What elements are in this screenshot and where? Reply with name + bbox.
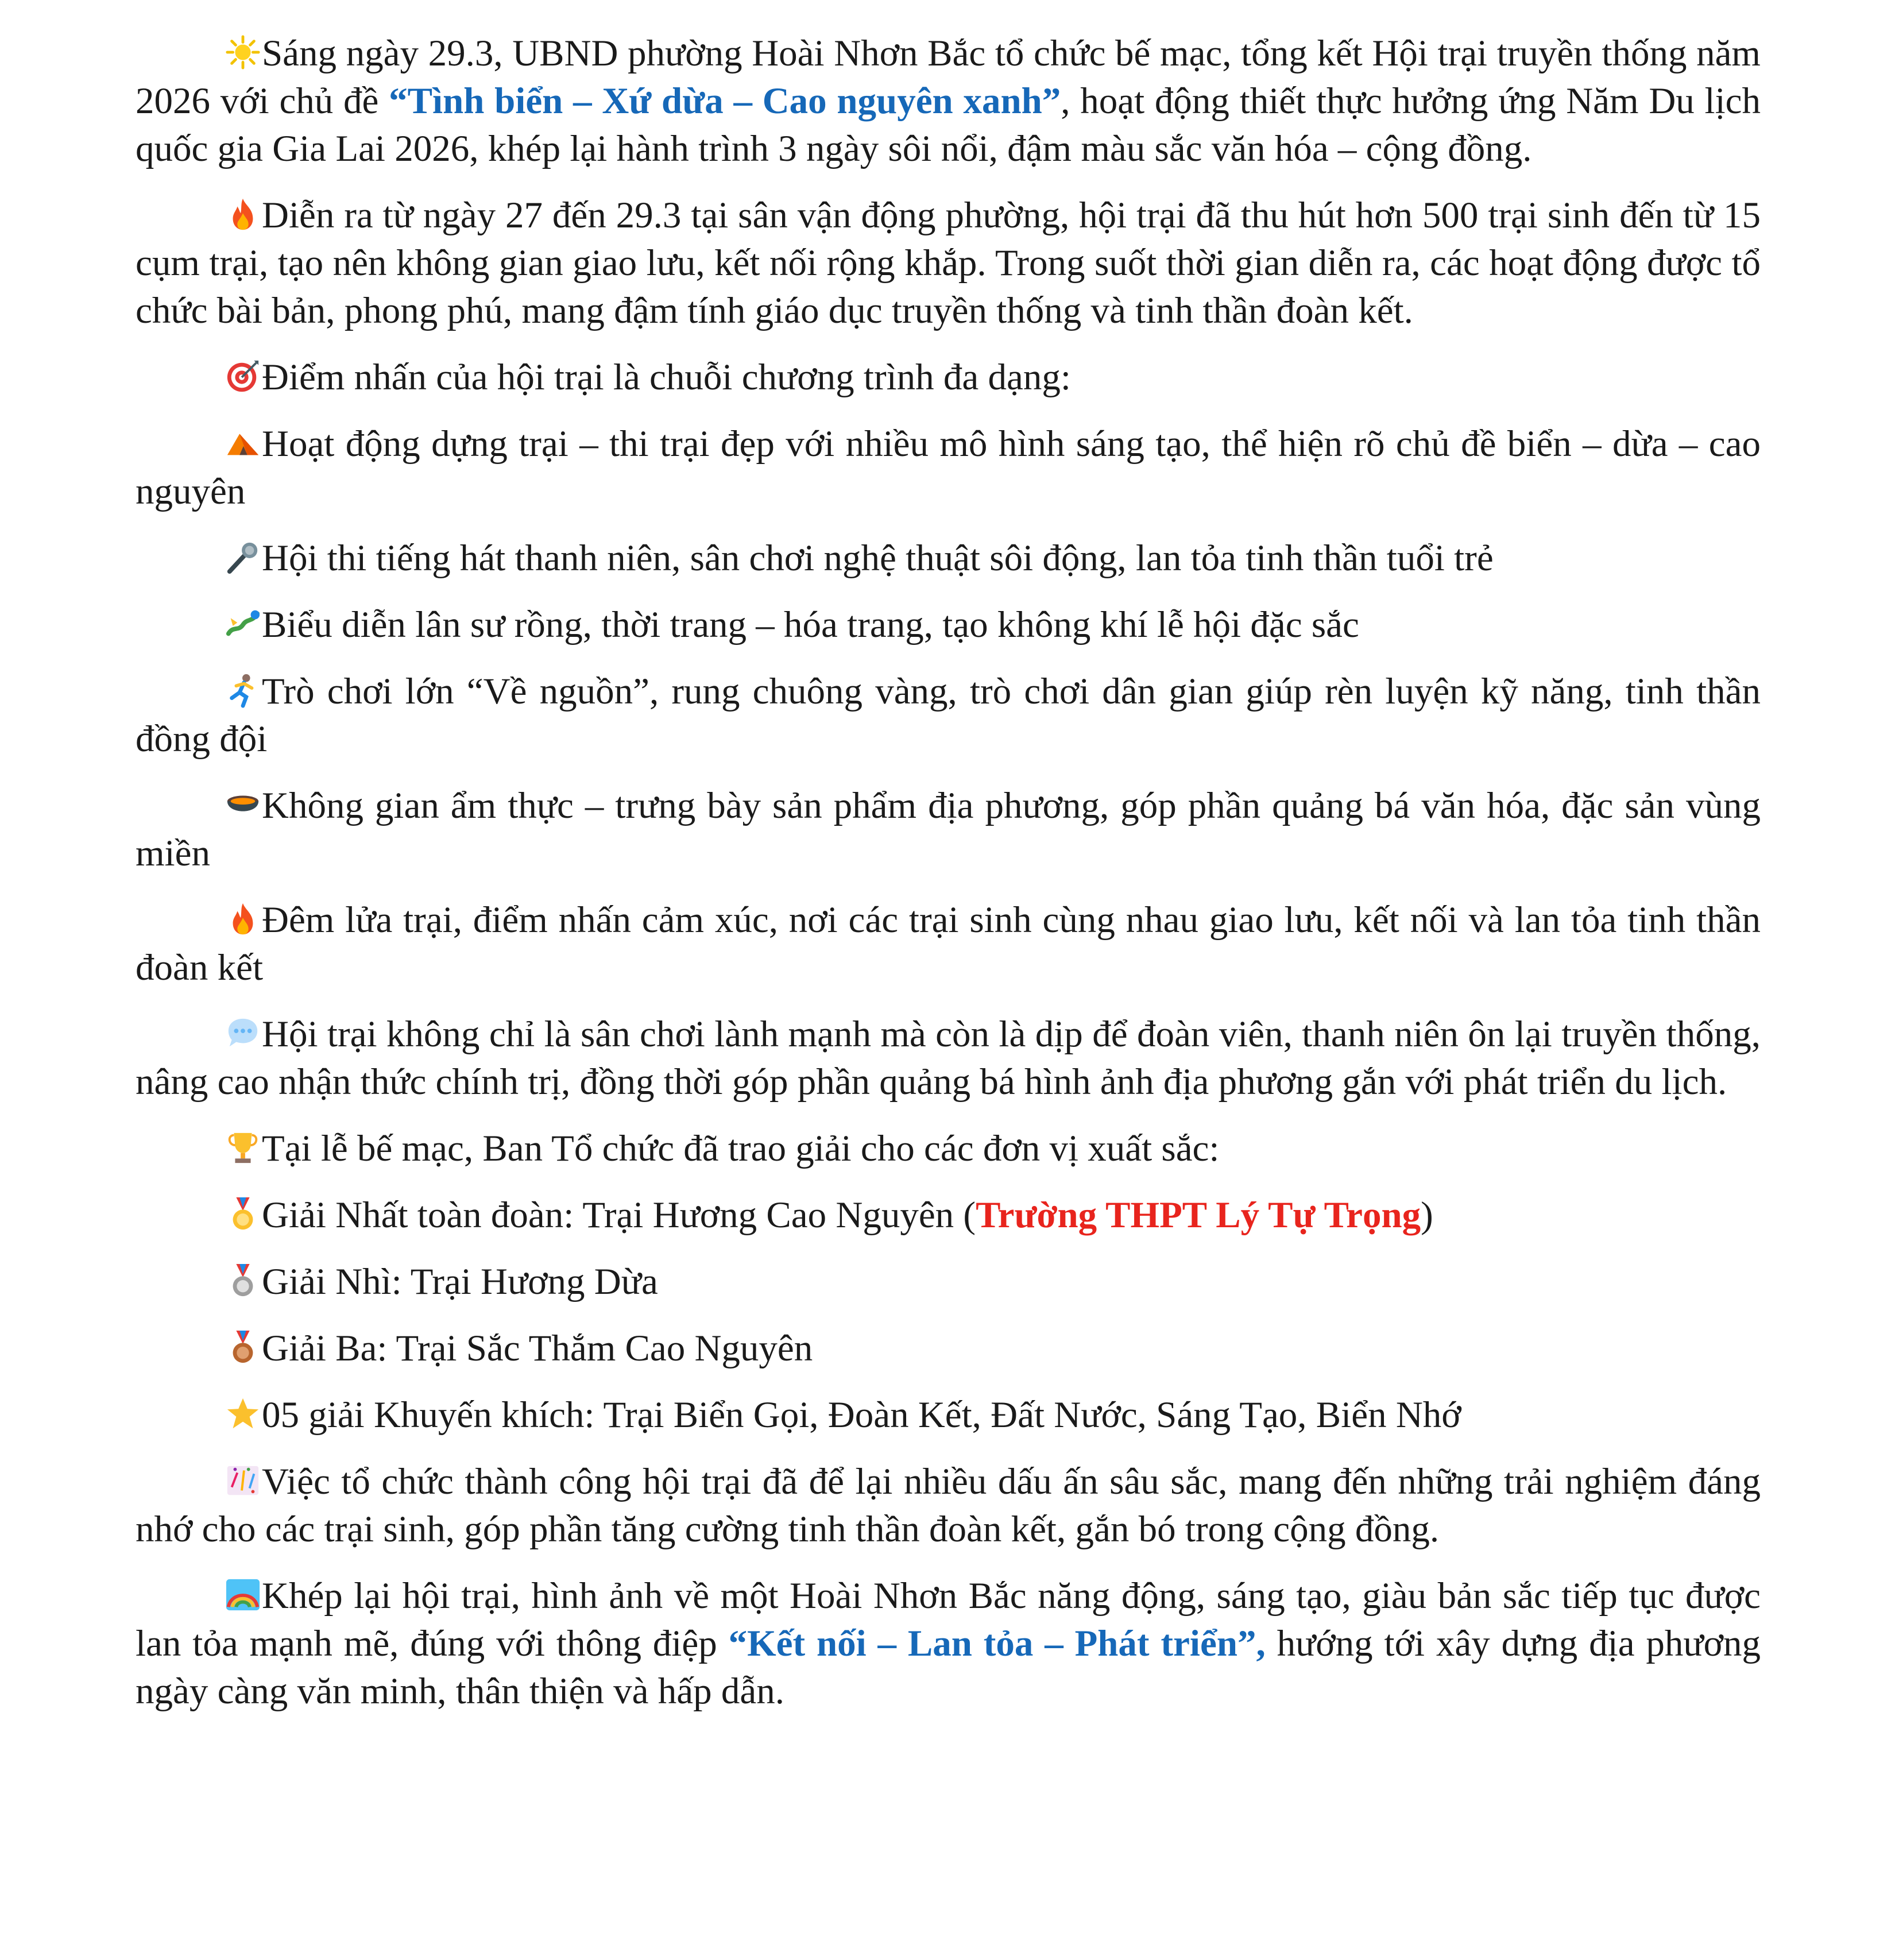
paragraph-text: Sáng ngày 29.3, UBND phường Hoài Nhơn Bắc tổ chức bế mạc, tổng kết Hội trại truyền thống năm 2026 với chủ đề — [136, 33, 1761, 122]
food-pot-icon — [225, 787, 261, 822]
silver-medal-icon — [225, 1263, 261, 1298]
theme-highlight: “Tình biển – Xứ dừa – Cao nguyên xanh” — [389, 80, 1061, 122]
paragraph — [136, 782, 1761, 877]
school-highlight: Trường THPT Lý Tự Trọng — [976, 1194, 1421, 1236]
paragraph — [136, 354, 1761, 401]
rainbow-icon — [225, 1577, 261, 1613]
target-icon — [225, 358, 261, 394]
paragraph — [136, 1458, 1761, 1553]
dragon-icon — [225, 606, 261, 641]
paragraph — [136, 1325, 1761, 1373]
confetti-icon — [225, 1463, 261, 1498]
paragraph — [136, 668, 1761, 763]
paragraph-text: Biểu diễn lân sư rồng, thời trang – hóa trang, tạo không khí lễ hội đặc sắc — [262, 604, 1359, 645]
slogan-highlight: “Kết nối – Lan tỏa – Phát triển”, — [728, 1623, 1266, 1664]
fire-icon — [225, 901, 261, 937]
paragraph-text: Điểm nhấn của hội trại là chuỗi chương trình đa dạng: — [262, 357, 1071, 398]
paragraph-text: Giải Nhất toàn đoàn: Trại Hương Cao Nguyên ( — [262, 1194, 976, 1236]
bronze-medal-icon — [225, 1329, 261, 1365]
paragraph-text: hướng tới xây dựng địa phương ngày càng văn minh, thân thiện và hấp dẫn. — [136, 1623, 1761, 1712]
paragraph-text: Diễn ra từ ngày 27 đến 29.3 tại sân vận động phường, hội trại đã thu hút hơn 500 trại sinh đến từ 15 cụm trại, tạo nên không gian giao lưu, kết nối rộng khắp. Trong suốt thời gian diễn ra, các hoạt động được tổ chức bài bản, phong phú, mang đậm tính giáo dục truyền thống và tinh thần đoàn kết. — [136, 195, 1761, 331]
paragraph — [136, 30, 1761, 173]
paragraph — [136, 420, 1761, 516]
fire-icon — [225, 196, 261, 232]
paragraph — [136, 1011, 1761, 1106]
paragraph — [136, 896, 1761, 992]
paragraph — [136, 192, 1761, 335]
tent-icon — [225, 425, 261, 461]
paragraph-text: Hội thi tiếng hát thanh niên, sân chơi nghệ thuật sôi động, lan tỏa tinh thần tuổi trẻ — [262, 538, 1494, 579]
paragraph-text: Hoạt động dựng trại – thi trại đẹp với nhiều mô hình sáng tạo, thể hiện rõ chủ đề biển – dừa – cao nguyên — [136, 423, 1761, 512]
star-icon — [225, 1396, 261, 1432]
paragraph-text: Không gian ẩm thực – trưng bày sản phẩm địa phương, góp phần quảng bá văn hóa, đặc sản vùng miền — [136, 785, 1761, 874]
paragraph-text: ) — [1421, 1194, 1433, 1236]
paragraph-text: Hội trại không chỉ là sân chơi lành mạnh mà còn là dịp để đoàn viên, thanh niên ôn lại truyền thống, nâng cao nhận thức chính trị, đồng thời góp phần quảng bá hình ảnh địa phương gắn với phát triển du lịch. — [136, 1014, 1761, 1103]
paragraph — [136, 535, 1761, 582]
paragraph-text: Trò chơi lớn “Về nguồn”, rung chuông vàng, trò chơi dân gian giúp rèn luyện kỹ năng, tinh thần đồng đội — [136, 671, 1761, 760]
paragraph — [136, 601, 1761, 649]
trophy-icon — [225, 1130, 261, 1165]
paragraph-text: Việc tổ chức thành công hội trại đã để lại nhiều dấu ấn sâu sắc, mang đến những trải nghiệm đáng nhớ cho các trại sinh, góp phần tăng cường tinh thần đoàn kết, gắn bó trong cộng đồng. — [136, 1461, 1761, 1550]
microphone-icon — [225, 539, 261, 575]
speech-bubble-icon — [225, 1015, 261, 1051]
paragraph — [136, 1125, 1761, 1173]
paragraph — [136, 1192, 1761, 1239]
paragraph-text: 05 giải Khuyến khích: Trại Biển Gọi, Đoàn Kết, Đất Nước, Sáng Tạo, Biển Nhớ — [262, 1394, 1461, 1436]
paragraph-text: Tại lễ bế mạc, Ban Tổ chức đã trao giải cho các đơn vị xuất sắc: — [262, 1128, 1220, 1169]
sun-icon — [225, 34, 261, 70]
paragraph — [136, 1258, 1761, 1306]
paragraph-text: Khép lại hội trại, hình ảnh về một Hoài Nhơn Bắc năng động, sáng tạo, giàu bản sắc tiếp tục được lan tỏa mạnh mẽ, đúng với thông điệp — [136, 1575, 1761, 1664]
paragraph-text: , hoạt động thiết thực hưởng ứng Năm Du lịch quốc gia Gia Lai 2026, khép lại hành trình 3 ngày sôi nổi, đậm màu sắc văn hóa – cộng đồng. — [136, 80, 1761, 169]
paragraph — [136, 1391, 1761, 1439]
paragraph-text: Đêm lửa trại, điểm nhấn cảm xúc, nơi các trại sinh cùng nhau giao lưu, kết nối và lan tỏa tinh thần đoàn kết — [136, 899, 1761, 988]
gold-medal-icon — [225, 1196, 261, 1232]
paragraph-text: Giải Ba: Trại Sắc Thắm Cao Nguyên — [262, 1328, 813, 1369]
article-body — [136, 30, 1761, 1715]
runner-icon — [225, 672, 261, 708]
paragraph — [136, 1572, 1761, 1715]
paragraph-text: Giải Nhì: Trại Hương Dừa — [262, 1261, 658, 1302]
